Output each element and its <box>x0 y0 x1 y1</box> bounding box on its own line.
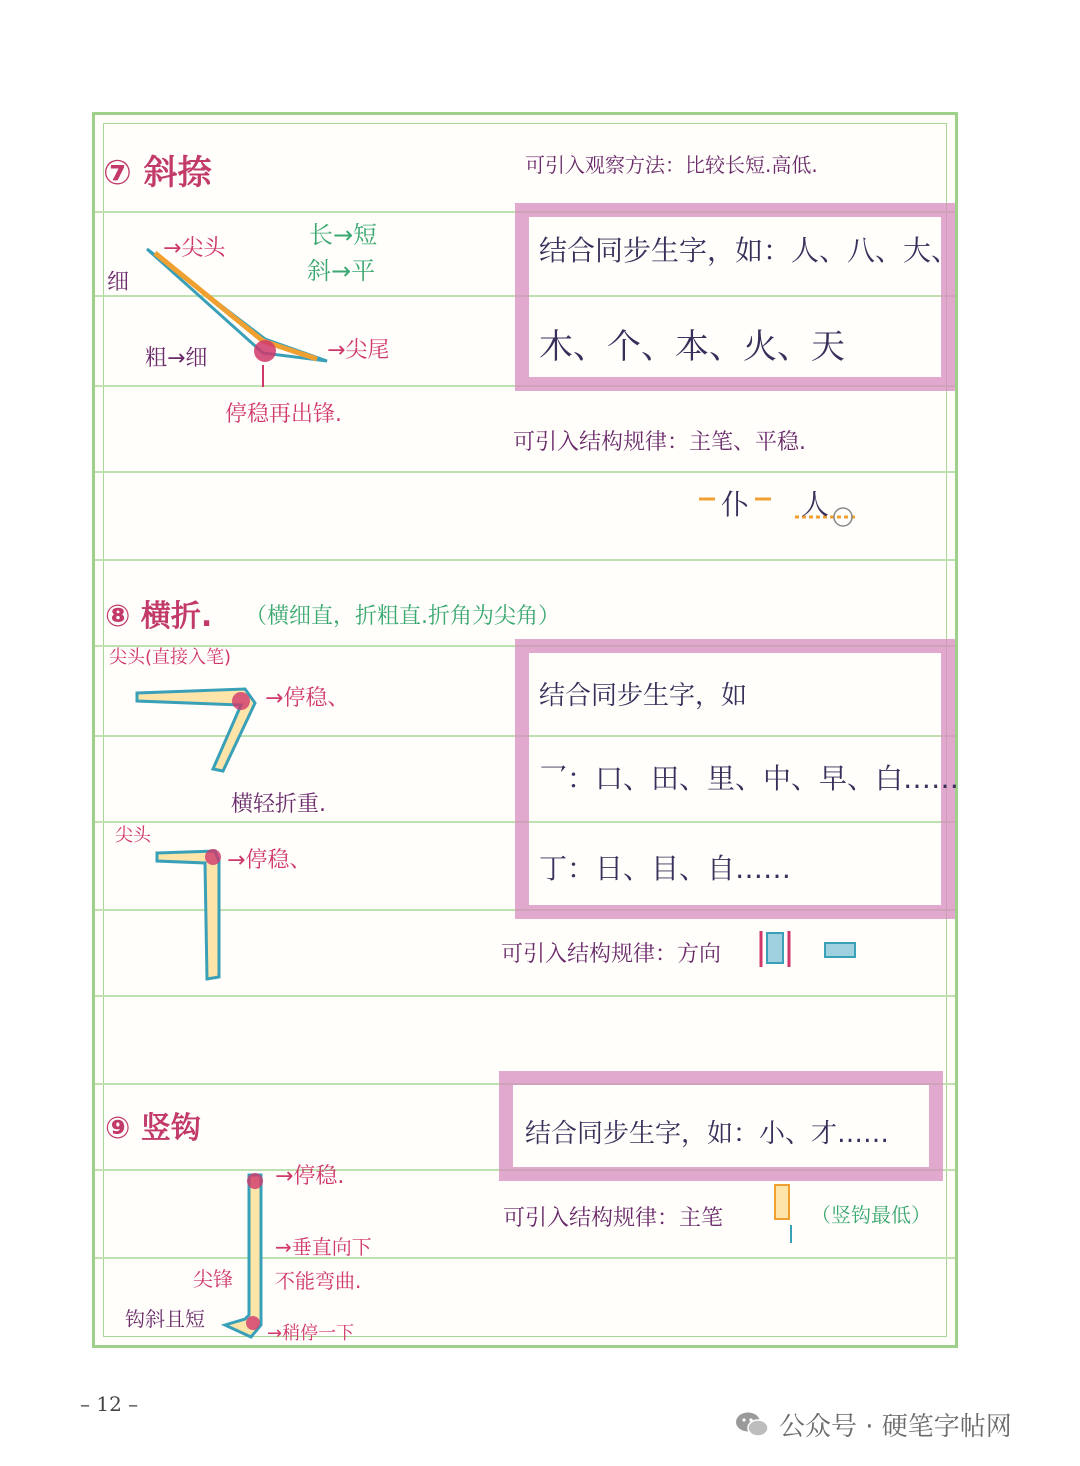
main-stroke-mark-9 <box>775 1185 791 1243</box>
examples-8-line1: 结合同步生字，如 <box>539 681 748 711</box>
s7-structure-note: 可引入结构规律：主笔、平稳. <box>513 430 806 455</box>
label-vertical-down: →垂直向下 <box>275 1235 372 1259</box>
label-brief-pause: →稍停一下 <box>267 1323 355 1344</box>
label-tip-direct: 尖头(直接入笔) <box>109 647 232 668</box>
label-pause-9: →停稳. <box>275 1164 345 1189</box>
label-pause-8a: →停稳、 <box>265 686 350 711</box>
s8-structure-note: 可引入结构规律：方向 <box>501 942 722 967</box>
section-7-title: ⑦ 斜捺 <box>103 153 212 193</box>
section-8-subtitle: （横细直，折粗直.折角为尖角） <box>245 604 560 629</box>
structure-demo-char-1: 仆 <box>721 488 750 521</box>
label-pause-8b: →停稳、 <box>227 848 312 873</box>
examples-7-line1: 结合同步生字，如：人、八、大、 <box>539 234 960 267</box>
label-sharp-tip: 尖锋 <box>193 1267 233 1291</box>
label-tip-7: →尖头 <box>163 236 226 261</box>
examples-7-line2: 木、个、本、火、天 <box>539 327 845 367</box>
examples-8-line3: 丁：日、目、自…… <box>539 852 792 885</box>
label-tail: →尖尾 <box>327 338 390 363</box>
label-hook-short: 钩斜且短 <box>125 1307 205 1331</box>
examples-8-line2: 乛：口、田、里、中、早、白…… <box>539 762 960 795</box>
page-number: – 12 – <box>80 1392 139 1416</box>
structure-demo-char-2: 人 <box>801 488 830 521</box>
s9-structure-annotation: （竖钩最低） <box>811 1203 931 1227</box>
label-slant-flat: 斜→平 <box>307 257 376 285</box>
examples-9-line1: 结合同步生字，如：小、才…… <box>525 1119 890 1149</box>
watermark <box>735 1406 1012 1443</box>
practice-sheet <box>92 112 958 1348</box>
heng-zhe-stroke-drawing-1 <box>137 689 255 771</box>
label-thin-7: 细 <box>107 270 130 295</box>
s9-structure-note: 可引入结构规律：主笔 <box>503 1206 724 1231</box>
watermark-text: 公众号 · 硬笔字帖网 <box>779 1412 1012 1442</box>
label-thick-thin: 粗→细 <box>145 346 208 371</box>
heng-zhe-stroke-drawing-2 <box>157 849 221 979</box>
label-no-bend: 不能弯曲. <box>275 1269 362 1293</box>
direction-marks-8 <box>761 931 855 967</box>
wechat-icon <box>735 1411 769 1439</box>
section-9-title: ⑨ 竖钩 <box>105 1111 201 1146</box>
section-8-title: ⑧ 横折. <box>105 599 213 634</box>
label-pause-7: 停稳再出锋. <box>225 402 342 427</box>
shu-gou-stroke-drawing <box>225 1173 263 1337</box>
label-tip-8b: 尖头 <box>115 825 151 846</box>
label-light-heavy: 横轻折重. <box>231 792 326 817</box>
label-long-short: 长→短 <box>309 221 378 249</box>
s7-observe-note: 可引入观察方法：比较长短.高低. <box>525 153 818 177</box>
